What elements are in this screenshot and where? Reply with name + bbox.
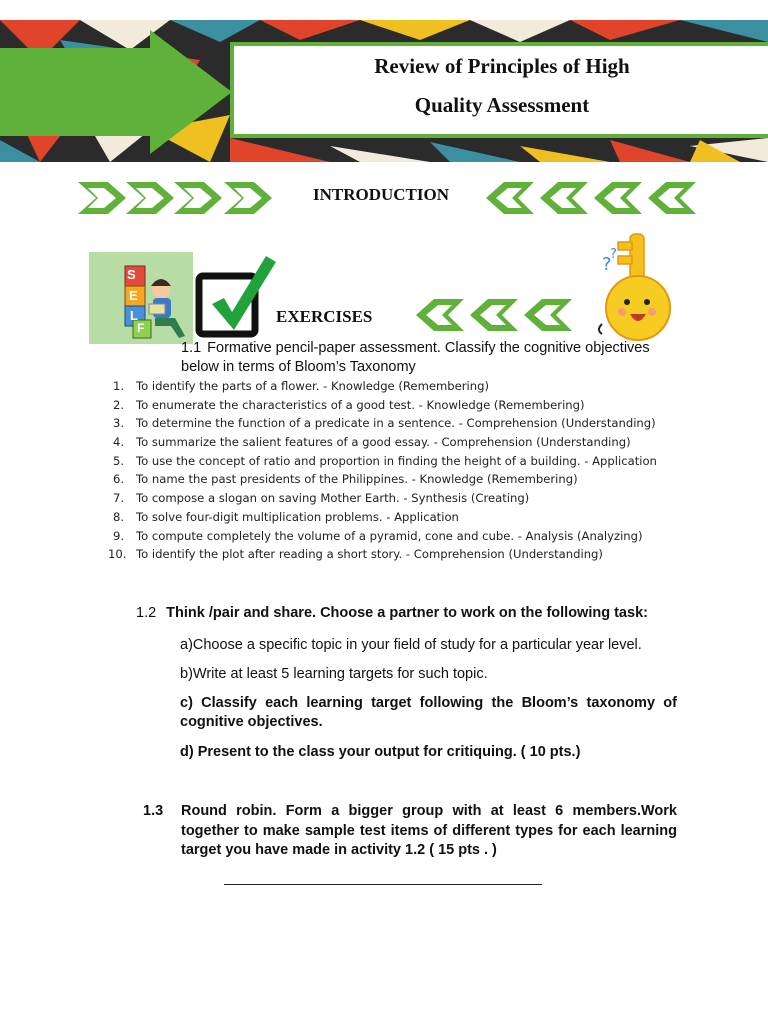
task-a: a)Choose a specific topic in your field of study for a particular year level. (180, 637, 642, 653)
svg-text:?: ? (602, 254, 612, 275)
exercise-1-2-heading (136, 605, 648, 621)
self-letter-e: E (129, 288, 138, 303)
list-item: 6. To name the past presidents of the Philippines. - Knowledge (Remembering) (112, 472, 578, 487)
list-item: 4. To summarize the salient features of a good essay. - Comprehension (Understanding) (112, 435, 631, 450)
exercise-1-2-text: Think /pair and share. Choose a partner to work on the following task: (166, 605, 648, 621)
list-item: 3. To determine the function of a predicate in a sentence. - Comprehension (Understanding) (112, 416, 656, 431)
self-study-illustration (89, 252, 193, 344)
list-item: 10. To identify the plot after reading a short story. - Comprehension (Understanding) (108, 547, 603, 562)
exercise-1-2-number: 1.2 (136, 605, 157, 621)
self-letter-f: F (137, 321, 145, 335)
exercise-1-1-text: Formative pencil-paper assessment. Classify the cognitive objectives below in terms of Bloom’s Taxonomy (181, 340, 650, 375)
chevron-right-icons (78, 180, 274, 216)
chevron-left-icons (486, 180, 698, 216)
self-letter-l: L (130, 308, 138, 323)
exercise-1-3-number: 1.3 (143, 803, 164, 819)
list-item: 9. To compute completely the volume of a pyramid, cone and cube. - Analysis (Analyzing) (112, 528, 643, 543)
task-d: d) Present to the class your output for critiquing. ( 10 pts.) (180, 744, 581, 760)
answer-blank-line (224, 884, 542, 885)
list-item: 8. To solve four-digit multiplication problems. - Application (112, 509, 459, 524)
list-item: 1. To identify the parts of a flower. - Knowledge (Remembering) (112, 379, 489, 393)
list-item: 2. To enumerate the characteristics of a good test. - Knowledge (Remembering) (112, 397, 585, 412)
exercise-1-1-prompt (181, 339, 681, 377)
checkmark-icon (194, 254, 278, 340)
title-box (230, 42, 768, 138)
svg-text:?: ? (610, 247, 617, 262)
list-item: 5. To use the concept of ratio and proportion in finding the height of a building. - Application (112, 453, 657, 468)
task-c: c) Classify each learning target following the Bloom’s taxonomy of cognitive objectives. (180, 695, 677, 730)
exercise-1-1-number: 1.1 (181, 340, 202, 356)
exercise-1-3-text: Round robin. Form a bigger group with at least 6 members.Work together to make sample test items of different types for each learning target you have made in activity 1.2 ( 15 pts . ) (181, 803, 677, 858)
cognitive-objectives-list (108, 377, 708, 564)
list-item: 7. To compose a slogan on saving Mother Earth. - Synthesis (Creating) (112, 491, 530, 506)
exercise-1-3 (143, 802, 677, 861)
introduction-heading: INTRODUCTION (313, 185, 450, 204)
exercises-heading: EXERCISES (276, 307, 373, 326)
key-mascot-icon (592, 232, 676, 344)
page-title-line-1: Review of Principles of High (374, 54, 630, 78)
self-letter-s: S (127, 267, 136, 282)
chevron-left-icons-small (416, 298, 584, 332)
page-title-line-2: Quality Assessment (414, 93, 590, 117)
task-b: b)Write at least 5 learning targets for such topic. (180, 666, 488, 682)
